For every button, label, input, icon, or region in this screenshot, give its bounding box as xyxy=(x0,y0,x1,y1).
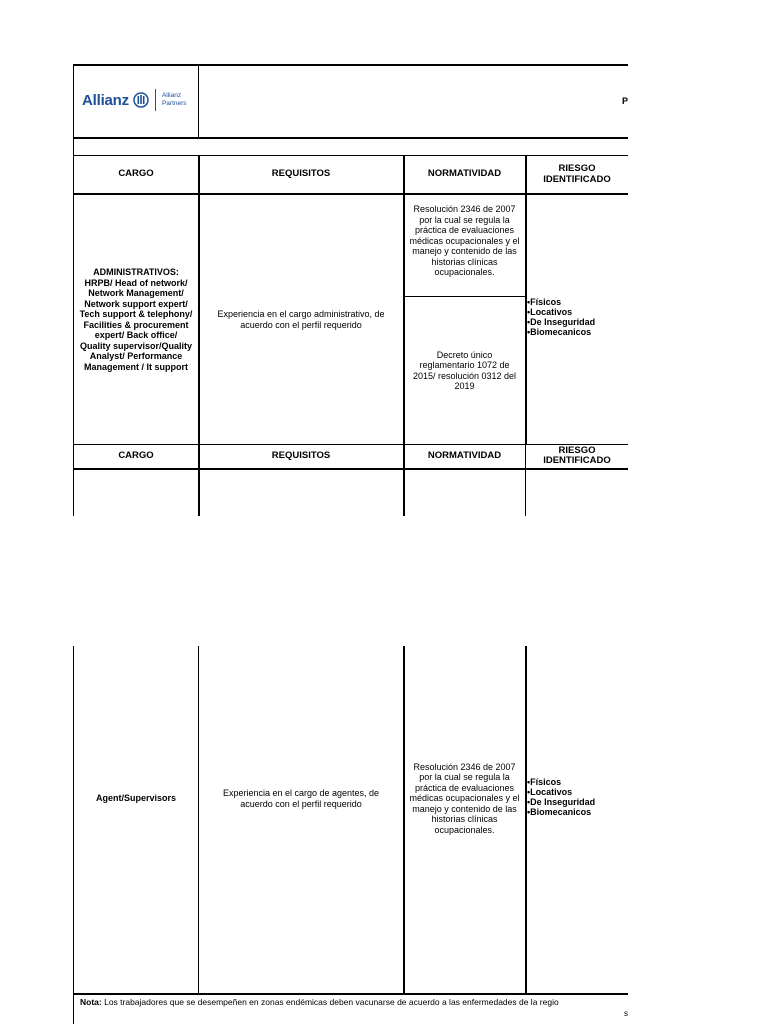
logo-subtext: Allianz Partners xyxy=(161,92,187,107)
logo-separator xyxy=(155,89,156,111)
list-item: • Locativos xyxy=(527,307,595,317)
list-item: • De Inseguridad xyxy=(527,797,595,807)
nota-trailing: s xyxy=(624,1009,628,1018)
list-item: • De Inseguridad xyxy=(527,317,595,327)
header-requisitos: REQUISITOS xyxy=(271,168,331,180)
table-top-border xyxy=(73,64,628,66)
header-normatividad: NORMATIVIDAD xyxy=(427,168,502,180)
allianz-eagle-icon xyxy=(133,92,149,108)
header-title-fragment: P xyxy=(622,96,629,106)
list-item: • Biomecanicos xyxy=(527,327,595,337)
p2-row-bottom xyxy=(73,993,628,995)
header-riesgo: RIESGO IDENTIFICADO xyxy=(543,163,611,185)
nota-label: Nota: xyxy=(80,997,102,1007)
repeat-header-riesgo: RIESGO IDENTIFICADO xyxy=(543,444,611,466)
p2-col-divider-3 xyxy=(525,646,527,994)
header-bottom-border xyxy=(73,137,628,139)
nota-text: Los trabajadores que se desempeñen en zonas endémicas deben vacunarse de acuerdo a las enfermedades de la regio xyxy=(101,997,559,1007)
logo-divider xyxy=(198,64,199,138)
agent-cargo-cell: Agent/Supervisors xyxy=(95,793,177,804)
agent-riesgos-list xyxy=(527,777,595,817)
admin-riesgos-list xyxy=(527,297,595,337)
header-cargo: CARGO xyxy=(118,168,154,180)
admin-cargo-cell: ADMINISTRATIVOS: HRPB/ Head of network/ Network Management/ Network support expert/ Tech support & telephony/ Facilities & procurement expert/ Back office/ Quality supervisor/Quality Analyst/ Performance Management / It support xyxy=(79,267,193,372)
repeat-header-requisitos: REQUISITOS xyxy=(271,450,331,462)
repeat-header-normatividad: NORMATIVIDAD xyxy=(427,450,502,462)
admin-normatividad-2: Decreto único reglamentario 1072 de 2015/ resolución 0312 del 2019 xyxy=(412,349,517,391)
allianz-partners-logo xyxy=(82,89,187,111)
logo-brand-text: Allianz xyxy=(82,91,129,109)
admin-requisitos-cell: Experiencia en el cargo administrativo, de acuerdo con el perfil requerido xyxy=(217,309,385,330)
list-item: • Locativos xyxy=(527,787,595,797)
agent-requisitos-cell: Experiencia en el cargo de agentes, de acuerdo con el perfil requerido xyxy=(222,788,380,809)
list-item: • Físicos xyxy=(527,777,595,787)
repeat-header-cargo: CARGO xyxy=(118,450,154,462)
list-item: • Biomecanicos xyxy=(527,807,595,817)
nota-line xyxy=(80,997,628,1007)
admin-normatividad-1: Resolución 2346 de 2007 por la cual se regula la práctica de evaluaciones médicas ocupacionales y el manejo y contenido de las historias clínicas ocupacionales. xyxy=(409,204,520,277)
list-item: • Físicos xyxy=(527,297,595,307)
agent-normatividad-cell: Resolución 2346 de 2007 por la cual se regula la práctica de evaluaciones médicas ocupacionales y el manejo y contenido de las historias clínicas ocupacionales. xyxy=(409,761,520,835)
repeat-header-bottom xyxy=(73,468,628,470)
